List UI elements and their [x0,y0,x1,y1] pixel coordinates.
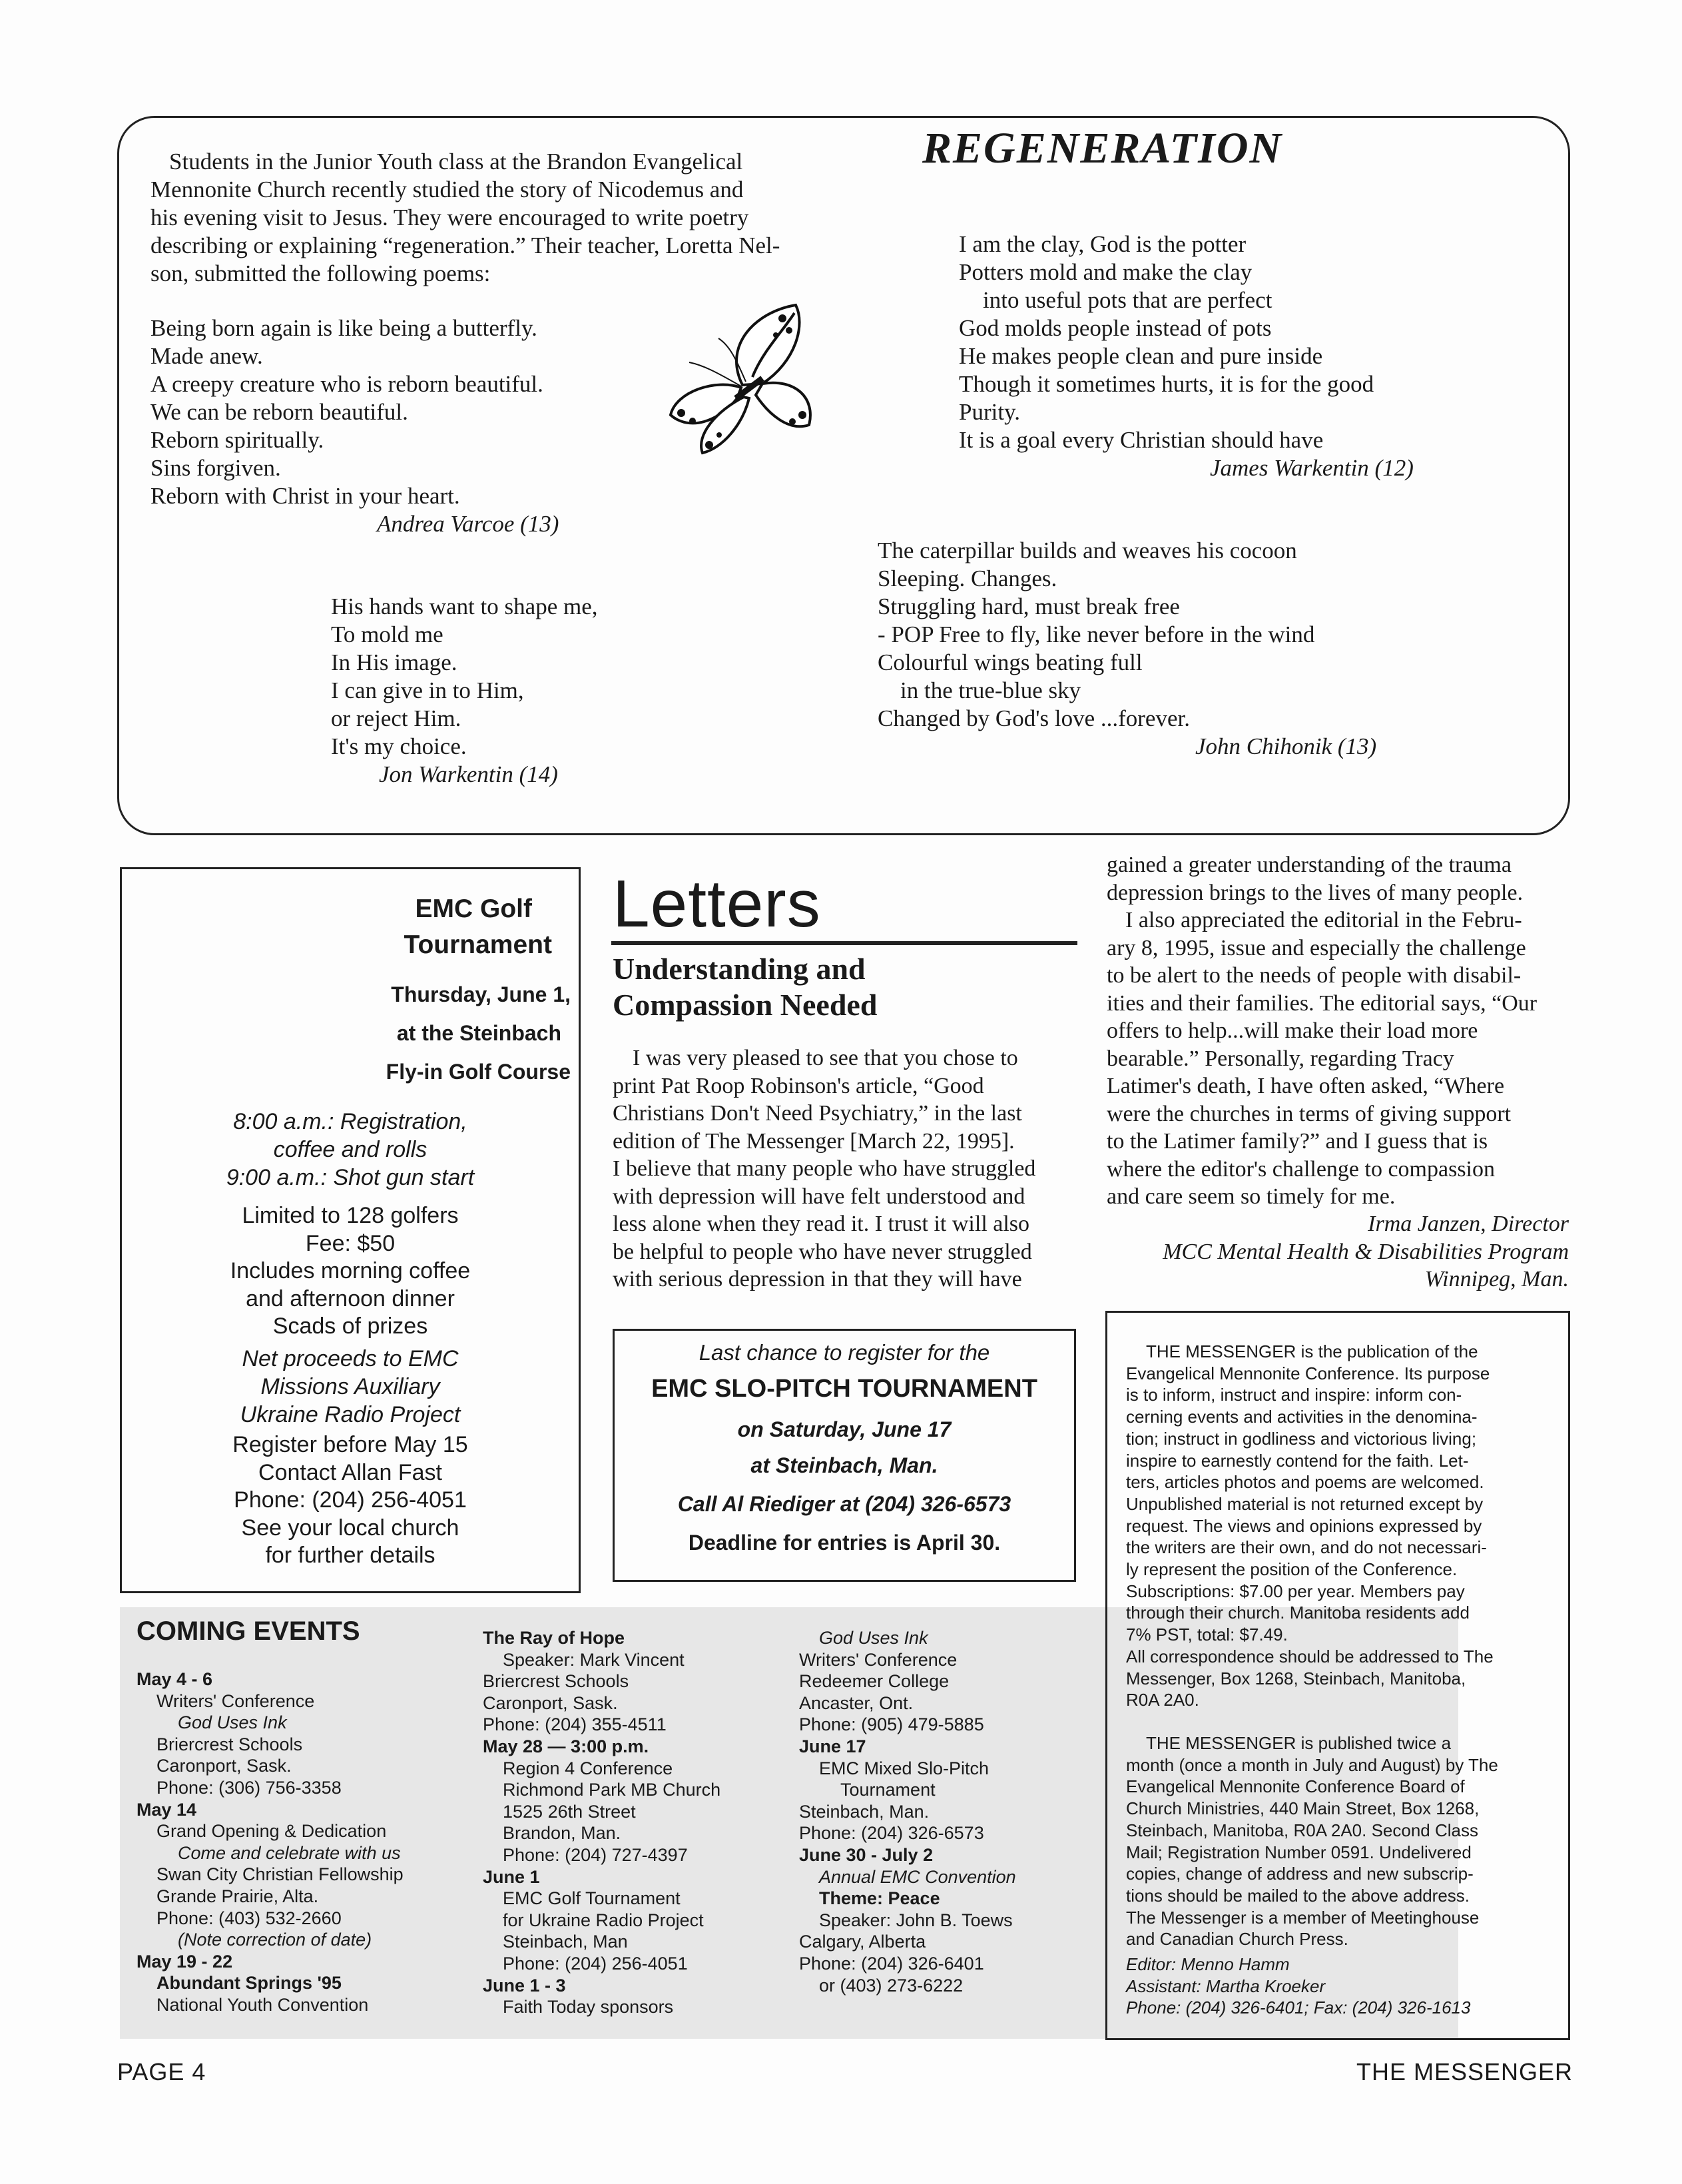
event-line: June 1 - 3 [483,1975,566,1996]
letter-line: I believe that many people who have struggled [613,1156,1036,1181]
poem-butterfly [150,314,559,538]
event-line: Writers' Conference [156,1690,315,1711]
poem-hands [331,593,597,789]
golf-proceeds [122,1345,579,1429]
masthead-line: and Canadian Church Press. [1126,1929,1348,1950]
poem-author: James Warkentin (12) [1210,455,1414,481]
poem-line: I am the clay, God is the potter [959,231,1247,257]
event-line: Grande Prairie, Alta. [156,1886,319,1906]
golf-contact-line: for further details [265,1543,435,1568]
golf-detail-line: and afternoon dinner [246,1285,455,1311]
letter-line: depression brings to the lives of many people. [1107,880,1524,905]
golf-detail-line: Limited to 128 golfers [242,1203,459,1228]
letter-line: ary 8, 1995, issue and especially the challenge [1107,935,1526,960]
regeneration-title: REGENERATION [922,124,1283,173]
masthead-line: tion; instruct in godliness and victorious living; [1126,1428,1477,1449]
poem-line: Being born again is like being a butterfly. [150,315,537,341]
letter-line: less alone when they read it. I trust it will also [613,1212,1030,1236]
slo-pitch-line: Last chance to register for the [699,1340,990,1365]
golf-proceeds-line: Missions Auxiliary [260,1374,440,1399]
golf-contact-line: Phone: (204) 256-4051 [234,1487,467,1513]
letter-line: and care seem so timely for me. [1107,1184,1396,1209]
poem-line: The caterpillar builds and weaves his cocoon [878,538,1297,563]
slo-pitch-line: on Saturday, June 17 [737,1417,952,1441]
letter-line: I also appreciated the editorial in the Febru- [1125,908,1522,932]
masthead-line: 7% PST, total: $7.49. [1126,1625,1288,1645]
letter-body-col2 [1107,851,1537,1211]
masthead-para-1 [1126,1341,1494,1711]
poem-line: In His image. [331,649,457,675]
poem-line: or reject Him. [331,705,461,731]
golf-schedule-line: coffee and rolls [273,1137,427,1162]
letter-line: were the churches in terms of giving support [1107,1101,1512,1126]
letter-line: with serious depression in that they will have [613,1267,1022,1291]
event-line: Speaker: Mark Vincent [503,1649,685,1670]
masthead-line: through their church. Manitoba residents add [1126,1603,1470,1623]
golf-schedule [122,1108,579,1192]
slo-pitch-line: Deadline for entries is April 30. [688,1531,1001,1555]
masthead-para-2 [1126,1732,1498,1950]
masthead-staff [1126,1954,1470,2019]
events-col-3 [799,1627,1016,1996]
golf-place: at the Steinbach [396,1021,561,1045]
masthead-line: THE MESSENGER is the publication of the [1146,1341,1478,1361]
event-line: National Youth Convention [156,1994,369,2015]
event-line: Steinbach, Man. [799,1801,930,1822]
event-line: (Note correction of date) [178,1930,372,1950]
event-line: Phone: (306) 756-3358 [156,1777,342,1798]
intro-line: Students in the Junior Youth class at the Brandon Evangelical [169,149,743,175]
poem-line: God molds people instead of pots [959,315,1272,341]
event-line: Theme: Peace [819,1888,940,1909]
poem-line: Reborn with Christ in your heart. [150,483,460,509]
event-line: Phone: (204) 256-4051 [503,1953,688,1974]
event-line: May 14 [137,1799,197,1820]
event-line: or (403) 273-6222 [819,1975,964,1996]
event-line: Caronport, Sask. [156,1756,292,1776]
masthead-line: Mail; Registration Number 0591. Undelivered [1126,1842,1472,1862]
poem-line: Struggling hard, must break free [878,593,1180,619]
signature-line: Winnipeg, Man. [1424,1267,1569,1291]
poem-line: Sins forgiven. [150,455,281,481]
event-line: Phone: (204) 727-4397 [503,1844,688,1865]
masthead-line: All correspondence should be addressed to The [1126,1646,1494,1666]
poem-line: We can be reborn beautiful. [150,399,408,425]
letters-heading: Letters [613,867,821,941]
poem-line: A creepy creature who is reborn beautiful. [150,371,543,397]
staff-line: Editor: Menno Hamm [1126,1954,1290,1974]
golf-proceeds-line: Ukraine Radio Project [240,1402,461,1427]
signature-line: Irma Janzen, Director [1368,1212,1569,1236]
letter-line: be helpful to people who have never struggled [613,1239,1032,1264]
letter-line: ities and their families. The editorial says, “Our [1107,990,1538,1016]
event-line: Writers' Conference [799,1649,958,1670]
event-line: May 4 - 6 [137,1669,213,1689]
poem-line: Sleeping. Changes. [878,565,1057,591]
poem-line: To mold me [331,621,443,647]
letter-line: to be alert to the needs of people with disabil- [1107,963,1522,988]
events-col-1 [137,1668,404,2016]
golf-tournament-ad [120,867,581,1593]
event-line: Faith Today sponsors [503,1997,674,2017]
letter-headline-line: Compassion Needed [613,988,878,1022]
slo-pitch-line: at Steinbach, Man. [750,1453,938,1477]
golf-proceeds-line: Net proceeds to EMC [242,1346,459,1371]
golf-schedule-line: 9:00 a.m.: Shot gun start [226,1165,475,1190]
masthead-line: Steinbach, Manitoba, R0A 2A0. Second Class [1126,1820,1478,1840]
letter-signature [1092,1210,1569,1293]
event-line: June 30 - July 2 [799,1844,934,1865]
letter-line: Latimer's death, I have often asked, “Where [1107,1074,1505,1098]
poem-line: His hands want to shape me, [331,593,598,619]
coming-events-title: COMING EVENTS [137,1617,360,1646]
event-line: Briercrest Schools [156,1734,303,1754]
event-line: The Ray of Hope [483,1628,625,1648]
letter-line: bearable.” Personally, regarding Tracy [1107,1046,1454,1071]
signature-line: MCC Mental Health & Disabilities Program [1163,1239,1569,1264]
event-line: Phone: (403) 532-2660 [156,1908,342,1928]
butterfly-icon [663,298,829,458]
page-number: PAGE 4 [117,2058,206,2085]
event-line: EMC Golf Tournament [503,1888,681,1909]
masthead-line: THE MESSENGER is published twice a [1146,1733,1452,1753]
regeneration-intro [150,148,813,288]
intro-line: his evening visit to Jesus. They were encouraged to write poetry [150,204,749,230]
masthead-line: Church Ministries, 440 Main Street, Box 1268, [1126,1798,1480,1819]
masthead-line: tions should be mailed to the above address. [1126,1885,1470,1906]
letter-line: edition of The Messenger [March 22, 1995]. [613,1128,1015,1154]
masthead-line: month (once a month in July and August) by The [1126,1754,1498,1775]
masthead-line: copies, change of address and new subscrip- [1126,1864,1474,1884]
poem-author: Jon Warkentin (14) [379,761,558,787]
poem-line: He makes people clean and pure inside [959,343,1323,369]
golf-details [122,1202,579,1341]
poem-author: Andrea Varcoe (13) [377,511,559,537]
letters-rule [611,941,1077,945]
event-line: God Uses Ink [819,1628,928,1648]
masthead-line: the writers are their own, and do not necessari- [1126,1537,1487,1558]
event-line: 1525 26th Street [503,1801,636,1822]
publication-name: THE MESSENGER [1356,2058,1573,2085]
letter-line: with depression will have felt understood and [613,1184,1025,1209]
intro-line: son, submitted the following poems: [150,260,491,286]
golf-detail-line: Includes morning coffee [230,1258,471,1283]
event-line: Swan City Christian Fellowship [156,1864,404,1885]
poem-line: Reborn spiritually. [150,427,324,453]
golf-title: EMC Golf [415,895,532,923]
event-line: Phone: (204) 326-6401 [799,1953,984,1974]
masthead-line: ters, articles photos and poems are welcomed. [1126,1472,1484,1493]
poem-line: - POP Free to fly, like never before in the wind [878,621,1315,647]
poem-line: Colourful wings beating full [878,649,1143,675]
event-line: EMC Mixed Slo-Pitch [819,1758,989,1778]
masthead-line: Unpublished material is not returned except by [1126,1493,1484,1514]
masthead-line: cerning events and activities in the denomina- [1126,1407,1478,1427]
masthead-line: R0A 2A0. [1126,1690,1199,1710]
masthead-line: request. The views and opinions expressed by [1126,1515,1482,1536]
event-line: Calgary, Alberta [799,1932,926,1952]
poem-clay [959,230,1414,482]
poem-line: Potters mold and make the clay [959,259,1253,285]
event-line: Come and celebrate with us [178,1842,401,1863]
event-line: Grand Opening & Dedication [156,1821,387,1842]
golf-contact [122,1431,579,1570]
events-col-2 [483,1627,720,2018]
poem-line: It's my choice. [331,733,467,759]
staff-line: Phone: (204) 326-6401; Fax: (204) 326-1613 [1126,1998,1471,2018]
event-line: God Uses Ink [178,1712,287,1733]
event-line: Phone: (204) 355-4511 [483,1714,667,1735]
event-line: Phone: (204) 326-6573 [799,1823,984,1844]
masthead-line: The Messenger is a member of Meetinghouse [1126,1907,1480,1928]
event-line: Caronport, Sask. [483,1692,618,1713]
event-line: Steinbach, Man [503,1932,628,1952]
event-line: Ancaster, Ont. [799,1692,914,1713]
poem-line: Changed by God's love ...forever. [878,705,1190,731]
event-line: Abundant Springs '95 [156,1973,342,1994]
event-line: Redeemer College [799,1671,950,1692]
letter-headline-line: Understanding and [613,952,866,986]
event-line: Region 4 Conference [503,1758,673,1778]
slo-pitch-title: EMC SLO-PITCH TOURNAMENT [651,1375,1037,1403]
event-line: Phone: (905) 479-5885 [799,1714,984,1735]
slo-pitch-ad [613,1329,1076,1582]
event-line: Annual EMC Convention [819,1866,1016,1887]
golf-contact-line: Contact Allan Fast [258,1459,442,1485]
letter-line: where the editor's challenge to compassion [1107,1156,1495,1182]
golf-contact-line: See your local church [241,1515,459,1541]
letter-body-col1 [613,1044,1035,1293]
poem-line: I can give in to Him, [331,677,524,703]
letter-headline [613,951,877,1023]
poem-author: John Chihonik (13) [1195,733,1377,759]
event-line: Briercrest Schools [483,1671,629,1692]
masthead-line: Subscriptions: $7.00 per year. Members pay [1126,1581,1465,1601]
event-line: May 19 - 22 [137,1951,233,1972]
letter-line: to the Latimer family?” and I guess that is [1107,1129,1488,1154]
poem-caterpillar [878,537,1376,761]
poem-line: Though it sometimes hurts, it is for the good [959,371,1374,397]
slo-pitch-line: Call Al Riediger at (204) 326-6573 [677,1492,1011,1516]
masthead-line: ly represent the position of the Conference. [1126,1559,1458,1580]
golf-title: Tournament [404,930,552,959]
golf-schedule-line: 8:00 a.m.: Registration, [233,1109,467,1134]
event-line: Richmond Park MB Church [503,1780,721,1800]
golf-contact-line: Register before May 15 [232,1432,468,1457]
poem-line: Made anew. [150,343,263,369]
event-line: for Ukraine Radio Project [503,1910,704,1930]
event-line: Tournament [840,1780,936,1800]
letter-line: Christians Don't Need Psychiatry,” in the last [613,1101,1022,1126]
masthead-line: Evangelical Mennonite Conference Board of [1126,1776,1465,1797]
masthead [1105,1311,1570,2040]
golf-detail-line: Fee: $50 [305,1230,396,1256]
letter-line: print Pat Roop Robinson's article, “Good [613,1073,984,1098]
poem-line: in the true-blue sky [900,677,1081,703]
event-line: June 17 [799,1736,866,1756]
golf-date: Thursday, June 1, [391,982,571,1006]
staff-line: Assistant: Martha Kroeker [1126,1976,1326,1996]
event-line: Brandon, Man. [503,1823,621,1844]
event-line: Speaker: John B. Toews [819,1910,1013,1930]
poem-line: Purity. [959,399,1021,425]
masthead-line: inspire to earnestly contend for the faith. Let- [1126,1450,1469,1471]
golf-detail-line: Scads of prizes [272,1313,428,1339]
event-line: June 1 [483,1866,540,1887]
letter-line: I was very pleased to see that you chose to [633,1046,1018,1070]
letter-line: offers to help...will make their load more [1107,1018,1478,1043]
masthead-line: is to inform, instruct and inspire: inform con- [1126,1385,1462,1405]
golf-place: Fly-in Golf Course [386,1060,571,1084]
event-line: May 28 — 3:00 p.m. [483,1736,649,1756]
intro-line: Mennonite Church recently studied the story of Nicodemus and [150,177,744,202]
intro-line: describing or explaining “regeneration.” Their teacher, Loretta Nel- [150,232,780,258]
poem-line: It is a goal every Christian should have [959,427,1324,453]
masthead-line: Messenger, Box 1268, Steinbach, Manitoba, [1126,1668,1466,1688]
letter-line: gained a greater understanding of the trauma [1107,853,1512,877]
poem-line: into useful pots that are perfect [983,287,1272,313]
masthead-line: Evangelical Mennonite Conference. Its purpose [1126,1363,1490,1383]
